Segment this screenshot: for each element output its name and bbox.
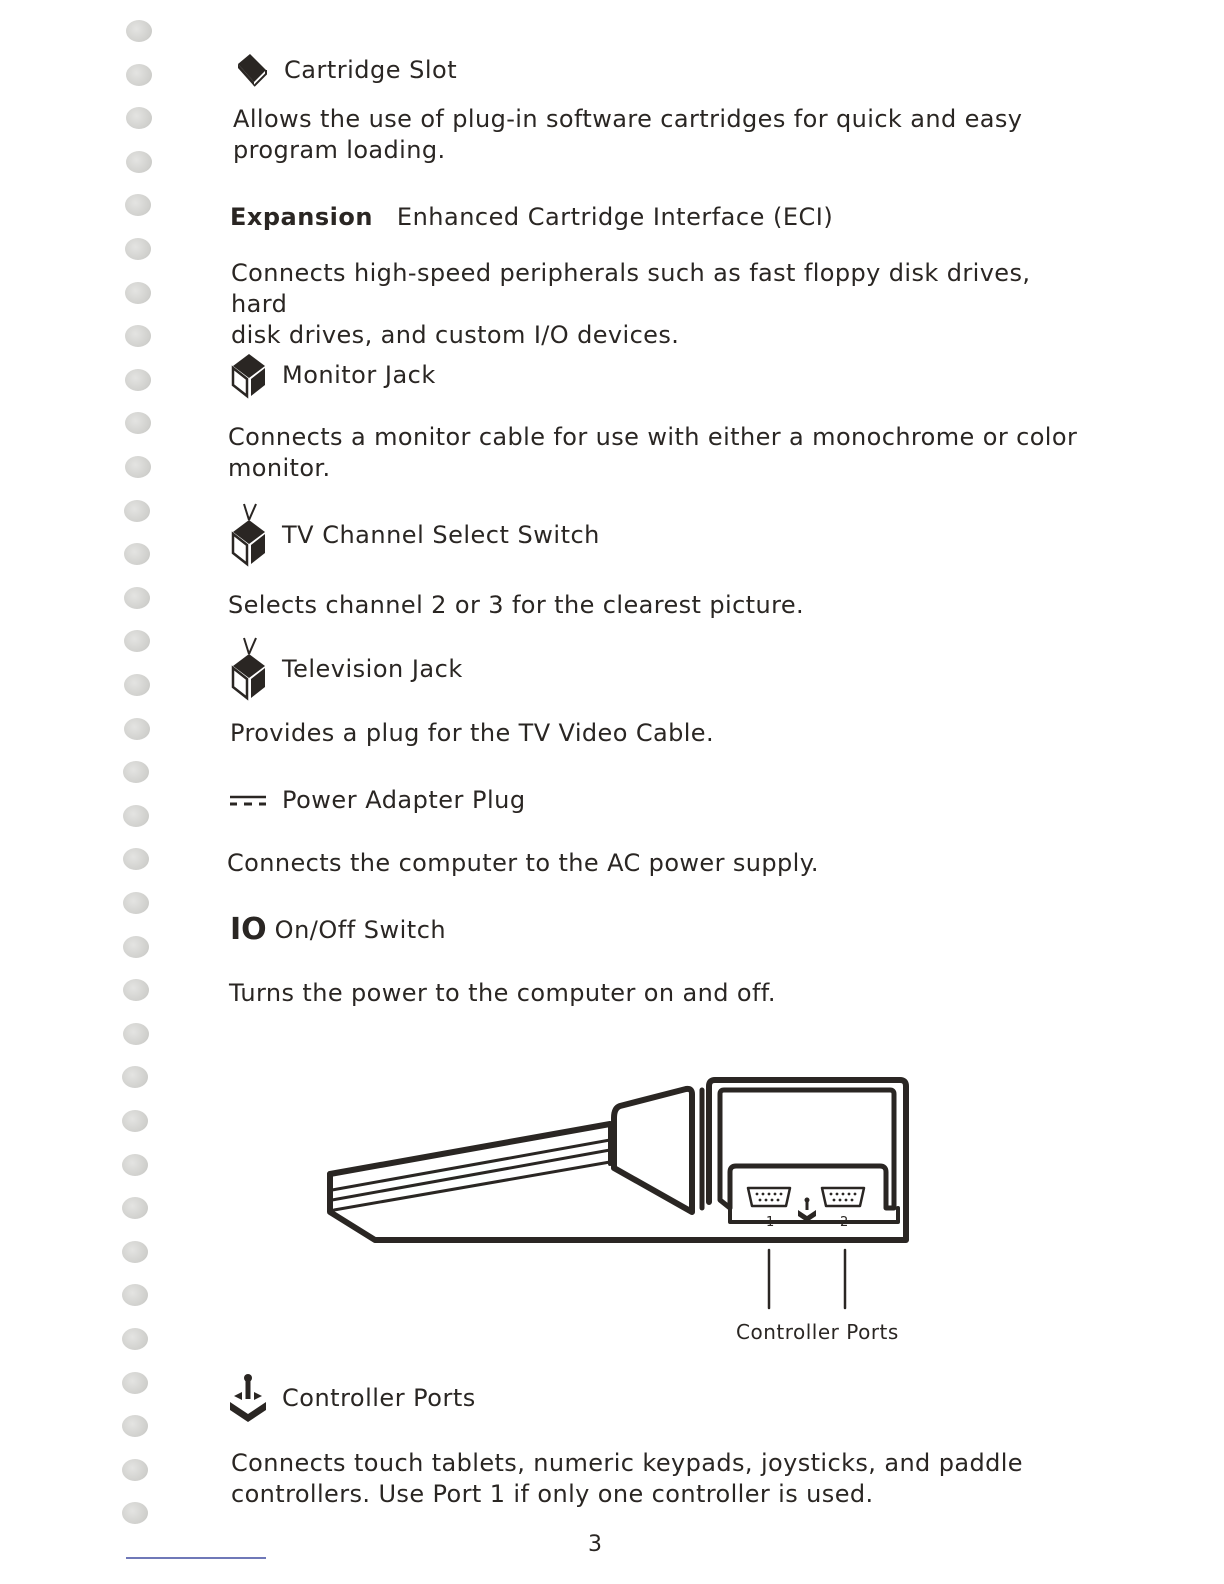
binding-hole [124,543,150,565]
binding-hole [123,936,149,958]
binding-hole [125,369,151,391]
text-line: Turns the power to the computer on and off. [229,979,776,1007]
spiral-binding [112,0,162,1584]
binding-hole [124,674,150,696]
binding-hole [125,325,151,347]
text-line: monitor. [228,454,331,482]
text-line: Selects channel 2 or 3 for the clearest picture. [228,591,805,619]
binding-hole [123,1023,149,1045]
binding-hole [122,1372,148,1394]
binding-hole [122,1066,148,1088]
binding-hole [126,107,152,129]
cartridge-icon [234,52,270,88]
on-off-description [229,978,1089,1009]
port-2-label: 2 [840,1215,849,1230]
binding-hole [122,1328,148,1350]
power-adapter-heading [228,786,526,814]
section-title: TV Channel Select Switch [282,521,600,549]
text-line: Provides a plug for the TV Video Cable. [230,719,714,747]
binding-hole [122,1197,148,1219]
page-number: 3 [588,1532,602,1557]
binding-hole [124,630,150,652]
binding-hole [123,979,149,1001]
joystick-icon [228,1372,268,1424]
section-title: Enhanced Cartridge Interface (ECI) [396,203,834,231]
binding-hole [126,151,152,173]
monitor-jack-icon [230,350,268,400]
text-line: Connects high-speed peripherals such as fast floppy disk drives, hard [231,259,1031,318]
tv-channel-heading [230,502,600,568]
expansion-description [231,258,1091,351]
binding-hole [126,64,152,86]
binding-hole [124,587,150,609]
expansion-heading [230,203,833,231]
binding-hole [123,892,149,914]
controller-ports-description [231,1448,1091,1510]
section-title: On/Off Switch [274,915,447,944]
computer-side-diagram [320,1072,920,1362]
binding-hole [124,500,150,522]
section-bold-label: Expansion [230,203,373,231]
binding-hole [123,805,149,827]
binding-hole [125,238,151,260]
dc-power-icon [228,790,268,810]
power-switch-icon: IO [230,912,267,947]
section-title: Controller Ports [282,1384,476,1412]
section-title: Television Jack [282,655,463,683]
text-line: Allows the use of plug-in software cartridges for quick and easy [233,105,1023,133]
text-line: Connects the computer to the AC power supply. [227,849,819,877]
monitor-jack-description [228,422,1088,484]
binding-hole [122,1459,148,1481]
binding-hole [122,1415,148,1437]
text-line: Connects touch tablets, numeric keypads, joysticks, and paddle [231,1449,1023,1477]
binding-hole [126,20,152,42]
binding-hole [123,761,149,783]
section-title: Power Adapter Plug [282,786,526,814]
binding-hole [123,848,149,870]
binding-hole [122,1502,148,1524]
binding-hole [122,1284,148,1306]
tv-channel-description [228,590,1088,621]
footer-rule [126,1557,266,1559]
diagram-caption: Controller Ports [736,1320,899,1344]
section-title: Monitor Jack [282,361,436,389]
binding-hole [124,718,150,740]
binding-hole [125,282,151,304]
television-jack-heading [230,636,463,702]
binding-hole [122,1241,148,1263]
binding-hole [125,456,151,478]
binding-hole [122,1154,148,1176]
port-1-label: 1 [766,1215,775,1230]
controller-ports-heading [228,1372,476,1424]
monitor-jack-heading [230,350,436,400]
section-title: Cartridge Slot [284,56,458,84]
antenna-icon [230,636,268,702]
cartridge-slot-description [233,104,1093,166]
antenna-icon [230,502,268,568]
cartridge-slot-heading [234,52,457,88]
text-line: disk drives, and custom I/O devices. [231,321,680,349]
text-line: controllers. Use Port 1 if only one controller is used. [231,1480,874,1508]
on-off-heading [230,912,446,947]
power-adapter-description [227,848,1087,879]
binding-hole [122,1110,148,1132]
television-jack-description [230,718,1090,749]
binding-hole [125,194,151,216]
text-line: program loading. [233,136,446,164]
text-line: Connects a monitor cable for use with either a monochrome or color [228,423,1078,451]
binding-hole [125,412,151,434]
